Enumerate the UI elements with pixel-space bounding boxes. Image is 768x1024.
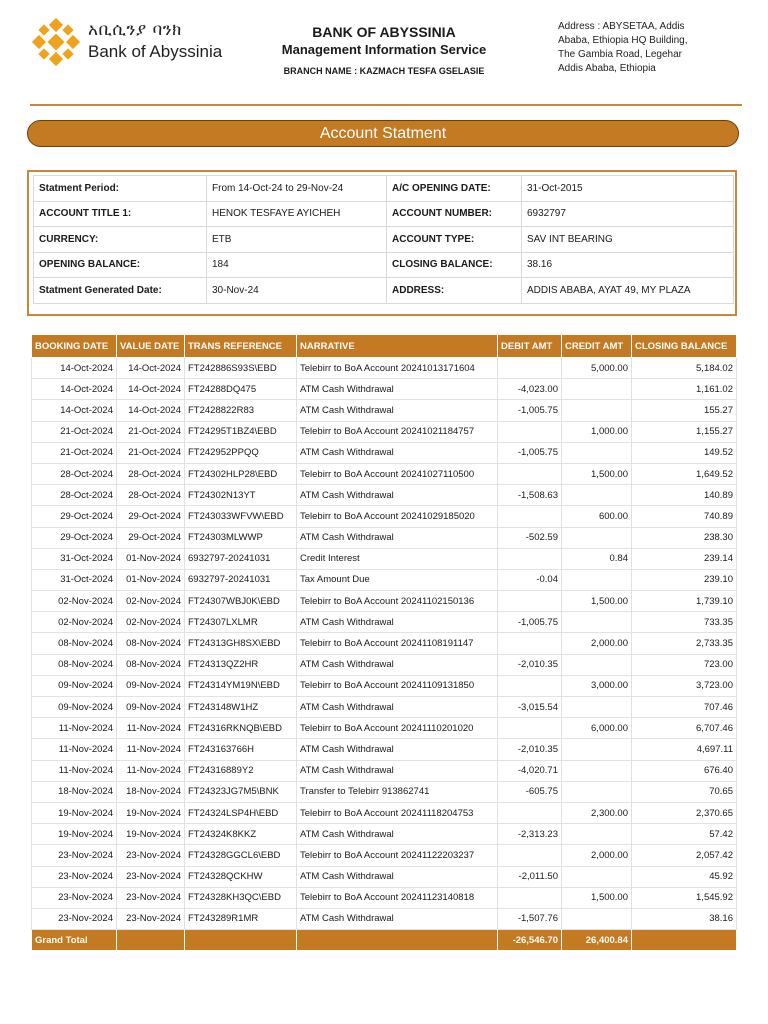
logo-english-text: Bank of Abyssinia xyxy=(88,42,223,61)
closing-balance-cell: 1,739.10 xyxy=(632,591,737,612)
debit-amount-cell xyxy=(498,718,562,739)
info-value: HENOK TESFAYE AYICHEH xyxy=(207,201,387,227)
service-name: Management Information Service xyxy=(281,42,487,57)
info-value: ETB xyxy=(207,227,387,253)
closing-balance-cell: 239.14 xyxy=(632,548,737,569)
narrative-cell: Telebirr to BoA Account 20241109131850 xyxy=(297,675,498,696)
table-header-row xyxy=(32,335,737,358)
booking-date-cell: 02-Nov-2024 xyxy=(32,591,117,612)
value-date-cell: 11-Nov-2024 xyxy=(117,739,185,760)
value-date-cell: 01-Nov-2024 xyxy=(117,548,185,569)
value-date-cell: 19-Nov-2024 xyxy=(117,802,185,823)
column-header: BOOKING DATE xyxy=(32,335,117,358)
credit-amount-cell xyxy=(562,908,632,929)
info-label: ACCOUNT TYPE: xyxy=(387,227,522,253)
booking-date-cell: 14-Oct-2024 xyxy=(32,400,117,421)
value-date-cell: 23-Nov-2024 xyxy=(117,845,185,866)
closing-balance-cell: 723.00 xyxy=(632,654,737,675)
empty-cell xyxy=(297,930,498,951)
column-header: CREDIT AMT xyxy=(562,335,632,358)
trans-reference-cell: FT24316889Y2 xyxy=(185,760,297,781)
trans-reference-cell: FT24313QZ2HR xyxy=(185,654,297,675)
booking-date-cell: 18-Nov-2024 xyxy=(32,781,117,802)
table-row xyxy=(32,400,737,421)
value-date-cell: 18-Nov-2024 xyxy=(117,781,185,802)
closing-balance-cell: 1,161.02 xyxy=(632,379,737,400)
value-date-cell: 02-Nov-2024 xyxy=(117,612,185,633)
value-date-cell: 28-Oct-2024 xyxy=(117,463,185,484)
address-line: The Gambia Road, Legehar xyxy=(558,49,682,60)
closing-balance-cell: 2,370.65 xyxy=(632,802,737,823)
credit-amount-cell: 0.84 xyxy=(562,548,632,569)
narrative-cell: ATM Cash Withdrawal xyxy=(297,485,498,506)
booking-date-cell: 29-Oct-2024 xyxy=(32,527,117,548)
booking-date-cell: 19-Nov-2024 xyxy=(32,824,117,845)
credit-amount-cell: 6,000.00 xyxy=(562,718,632,739)
closing-balance-cell: 57.42 xyxy=(632,824,737,845)
trans-reference-cell: FT24303MLWWP xyxy=(185,527,297,548)
closing-balance-cell: 1,545.92 xyxy=(632,887,737,908)
header-divider xyxy=(30,104,742,106)
debit-amount-cell: -502.59 xyxy=(498,527,562,548)
value-date-cell: 28-Oct-2024 xyxy=(117,485,185,506)
credit-amount-cell xyxy=(562,739,632,760)
closing-balance-cell: 2,733.35 xyxy=(632,633,737,654)
account-info-row xyxy=(34,252,734,278)
closing-balance-cell: 140.89 xyxy=(632,485,737,506)
address-line: Addis Ababa, Ethiopia xyxy=(558,63,656,74)
table-row xyxy=(32,824,737,845)
table-row xyxy=(32,697,737,718)
credit-amount-cell xyxy=(562,485,632,506)
total-credit: 26,400.84 xyxy=(562,930,632,951)
column-header: DEBIT AMT xyxy=(498,335,562,358)
trans-reference-cell: 6932797-20241031 xyxy=(185,548,297,569)
debit-amount-cell: -2,010.35 xyxy=(498,654,562,675)
credit-amount-cell xyxy=(562,697,632,718)
value-date-cell: 09-Nov-2024 xyxy=(117,697,185,718)
narrative-cell: ATM Cash Withdrawal xyxy=(297,442,498,463)
info-value: 38.16 xyxy=(522,252,734,278)
debit-amount-cell xyxy=(498,548,562,569)
bank-name: BANK OF ABYSSINIA xyxy=(312,24,456,40)
info-value: 6932797 xyxy=(522,201,734,227)
table-row xyxy=(32,527,737,548)
column-header: VALUE DATE xyxy=(117,335,185,358)
account-info-row xyxy=(34,201,734,227)
empty-cell xyxy=(632,930,737,951)
debit-amount-cell xyxy=(498,633,562,654)
debit-amount-cell xyxy=(498,675,562,696)
credit-amount-cell: 600.00 xyxy=(562,506,632,527)
booking-date-cell: 29-Oct-2024 xyxy=(32,506,117,527)
debit-amount-cell xyxy=(498,506,562,527)
account-info-table xyxy=(33,175,734,304)
branch-name: BRANCH NAME : KAZMACH TESFA GSELASIE xyxy=(283,66,485,76)
credit-amount-cell: 5,000.00 xyxy=(562,358,632,379)
credit-amount-cell: 1,500.00 xyxy=(562,591,632,612)
statement-title: Account Statment xyxy=(27,120,739,147)
value-date-cell: 08-Nov-2024 xyxy=(117,633,185,654)
trans-reference-cell: FT24324K8KKZ xyxy=(185,824,297,845)
debit-amount-cell: -4,020.71 xyxy=(498,760,562,781)
narrative-cell: Telebirr to BoA Account 20241102150136 xyxy=(297,591,498,612)
credit-amount-cell xyxy=(562,527,632,548)
credit-amount-cell: 2,300.00 xyxy=(562,802,632,823)
closing-balance-cell: 740.89 xyxy=(632,506,737,527)
debit-amount-cell xyxy=(498,802,562,823)
narrative-cell: ATM Cash Withdrawal xyxy=(297,379,498,400)
total-debit: -26,546.70 xyxy=(498,930,562,951)
value-date-cell: 11-Nov-2024 xyxy=(117,718,185,739)
trans-reference-cell: FT24323JG7M5\BNK xyxy=(185,781,297,802)
credit-amount-cell: 1,000.00 xyxy=(562,421,632,442)
credit-amount-cell: 1,500.00 xyxy=(562,463,632,484)
closing-balance-cell: 2,057.42 xyxy=(632,845,737,866)
credit-amount-cell: 3,000.00 xyxy=(562,675,632,696)
value-date-cell: 23-Nov-2024 xyxy=(117,887,185,908)
trans-reference-cell: FT2428822R83 xyxy=(185,400,297,421)
empty-cell xyxy=(117,930,185,951)
table-row xyxy=(32,675,737,696)
booking-date-cell: 08-Nov-2024 xyxy=(32,633,117,654)
logo-amharic-text: አቢሲንያ ባንክ xyxy=(88,20,182,40)
table-row xyxy=(32,845,737,866)
bank-logo-icon xyxy=(30,16,82,68)
trans-reference-cell: FT24288DQ475 xyxy=(185,379,297,400)
narrative-cell: Telebirr to BoA Account 20241027110500 xyxy=(297,463,498,484)
column-header: CLOSING BALANCE xyxy=(632,335,737,358)
debit-amount-cell: -1,005.75 xyxy=(498,400,562,421)
trans-reference-cell: FT242886S93S\EBD xyxy=(185,358,297,379)
credit-amount-cell: 1,500.00 xyxy=(562,887,632,908)
info-label: Statment Generated Date: xyxy=(34,278,207,304)
trans-reference-cell: FT24328QCKHW xyxy=(185,866,297,887)
narrative-cell: Telebirr to BoA Account 20241108191147 xyxy=(297,633,498,654)
table-row xyxy=(32,548,737,569)
booking-date-cell: 31-Oct-2024 xyxy=(32,548,117,569)
value-date-cell: 14-Oct-2024 xyxy=(117,400,185,421)
booking-date-cell: 19-Nov-2024 xyxy=(32,802,117,823)
credit-amount-cell xyxy=(562,781,632,802)
info-label: ACCOUNT NUMBER: xyxy=(387,201,522,227)
closing-balance-cell: 238.30 xyxy=(632,527,737,548)
table-row xyxy=(32,633,737,654)
debit-amount-cell: -2,313.23 xyxy=(498,824,562,845)
bank-address xyxy=(558,20,743,76)
info-value: From 14-Oct-24 to 29-Nov-24 xyxy=(207,176,387,202)
credit-amount-cell xyxy=(562,569,632,590)
value-date-cell: 29-Oct-2024 xyxy=(117,527,185,548)
table-row xyxy=(32,591,737,612)
booking-date-cell: 08-Nov-2024 xyxy=(32,654,117,675)
credit-amount-cell xyxy=(562,612,632,633)
trans-reference-cell: FT24307LXLMR xyxy=(185,612,297,633)
debit-amount-cell xyxy=(498,421,562,442)
booking-date-cell: 02-Nov-2024 xyxy=(32,612,117,633)
narrative-cell: ATM Cash Withdrawal xyxy=(297,866,498,887)
closing-balance-cell: 239.10 xyxy=(632,569,737,590)
trans-reference-cell: FT24295T1BZ4\EBD xyxy=(185,421,297,442)
account-info-row xyxy=(34,278,734,304)
closing-balance-cell: 155.27 xyxy=(632,400,737,421)
trans-reference-cell: FT24313GH8SX\EBD xyxy=(185,633,297,654)
empty-cell xyxy=(185,930,297,951)
address-line: Address : ABYSETAA, Addis xyxy=(558,21,685,32)
booking-date-cell: 14-Oct-2024 xyxy=(32,379,117,400)
debit-amount-cell: -2,011.50 xyxy=(498,866,562,887)
narrative-cell: ATM Cash Withdrawal xyxy=(297,612,498,633)
debit-amount-cell: -1,507.76 xyxy=(498,908,562,929)
address-line: Ababa, Ethiopia HQ Building, xyxy=(558,35,688,46)
account-info-row xyxy=(34,227,734,253)
narrative-cell: ATM Cash Withdrawal xyxy=(297,527,498,548)
info-label: Statment Period: xyxy=(34,176,207,202)
trans-reference-cell: FT24307WBJ0K\EBD xyxy=(185,591,297,612)
narrative-cell: Tax Amount Due xyxy=(297,569,498,590)
trans-reference-cell: FT24324LSP4H\EBD xyxy=(185,802,297,823)
table-row xyxy=(32,781,737,802)
trans-reference-cell: FT24314YM19N\EBD xyxy=(185,675,297,696)
credit-amount-cell: 2,000.00 xyxy=(562,633,632,654)
narrative-cell: Telebirr to BoA Account 20241013171604 xyxy=(297,358,498,379)
debit-amount-cell xyxy=(498,358,562,379)
trans-reference-cell: FT242952PPQQ xyxy=(185,442,297,463)
debit-amount-cell xyxy=(498,591,562,612)
debit-amount-cell xyxy=(498,463,562,484)
table-row xyxy=(32,442,737,463)
closing-balance-cell: 733.35 xyxy=(632,612,737,633)
trans-reference-cell: FT243163766H xyxy=(185,739,297,760)
info-value: 30-Nov-24 xyxy=(207,278,387,304)
value-date-cell: 23-Nov-2024 xyxy=(117,866,185,887)
value-date-cell: 01-Nov-2024 xyxy=(117,569,185,590)
table-row xyxy=(32,463,737,484)
closing-balance-cell: 5,184.02 xyxy=(632,358,737,379)
narrative-cell: ATM Cash Withdrawal xyxy=(297,697,498,718)
booking-date-cell: 23-Nov-2024 xyxy=(32,845,117,866)
info-value: 31-Oct-2015 xyxy=(522,176,734,202)
closing-balance-cell: 3,723.00 xyxy=(632,675,737,696)
booking-date-cell: 11-Nov-2024 xyxy=(32,718,117,739)
credit-amount-cell xyxy=(562,866,632,887)
grand-total-label: Grand Total xyxy=(32,930,117,951)
debit-amount-cell xyxy=(498,887,562,908)
booking-date-cell: 23-Nov-2024 xyxy=(32,887,117,908)
info-value: 184 xyxy=(207,252,387,278)
narrative-cell: Telebirr to BoA Account 20241021184757 xyxy=(297,421,498,442)
debit-amount-cell: -605.75 xyxy=(498,781,562,802)
transactions-table xyxy=(31,334,737,951)
trans-reference-cell: FT24328GGCL6\EBD xyxy=(185,845,297,866)
credit-amount-cell xyxy=(562,654,632,675)
debit-amount-cell: -3,015.54 xyxy=(498,697,562,718)
narrative-cell: ATM Cash Withdrawal xyxy=(297,760,498,781)
info-label: ADDRESS: xyxy=(387,278,522,304)
table-row xyxy=(32,718,737,739)
account-info-row xyxy=(34,176,734,202)
trans-reference-cell: FT243148W1HZ xyxy=(185,697,297,718)
value-date-cell: 21-Oct-2024 xyxy=(117,421,185,442)
table-row xyxy=(32,485,737,506)
closing-balance-cell: 1,155.27 xyxy=(632,421,737,442)
value-date-cell: 14-Oct-2024 xyxy=(117,379,185,400)
debit-amount-cell: -1,005.75 xyxy=(498,442,562,463)
booking-date-cell: 23-Nov-2024 xyxy=(32,908,117,929)
closing-balance-cell: 676.40 xyxy=(632,760,737,781)
table-row xyxy=(32,908,737,929)
info-label: A/C OPENING DATE: xyxy=(387,176,522,202)
narrative-cell: Telebirr to BoA Account 20241110201020 xyxy=(297,718,498,739)
value-date-cell: 09-Nov-2024 xyxy=(117,675,185,696)
booking-date-cell: 09-Nov-2024 xyxy=(32,675,117,696)
info-label: CLOSING BALANCE: xyxy=(387,252,522,278)
trans-reference-cell: FT243033WFVW\EBD xyxy=(185,506,297,527)
table-row xyxy=(32,421,737,442)
booking-date-cell: 28-Oct-2024 xyxy=(32,485,117,506)
debit-amount-cell: -4,023.00 xyxy=(498,379,562,400)
table-row xyxy=(32,358,737,379)
credit-amount-cell xyxy=(562,400,632,421)
narrative-cell: ATM Cash Withdrawal xyxy=(297,908,498,929)
table-row xyxy=(32,654,737,675)
credit-amount-cell xyxy=(562,760,632,781)
narrative-cell: ATM Cash Withdrawal xyxy=(297,400,498,421)
narrative-cell: Credit Interest xyxy=(297,548,498,569)
closing-balance-cell: 4,697.11 xyxy=(632,739,737,760)
booking-date-cell: 14-Oct-2024 xyxy=(32,358,117,379)
table-row xyxy=(32,506,737,527)
narrative-cell: Telebirr to BoA Account 20241123140818 xyxy=(297,887,498,908)
bank-logo xyxy=(30,16,230,66)
table-row xyxy=(32,612,737,633)
debit-amount-cell: -0.04 xyxy=(498,569,562,590)
table-row xyxy=(32,760,737,781)
trans-reference-cell: FT24316RKNQB\EBD xyxy=(185,718,297,739)
table-row xyxy=(32,887,737,908)
booking-date-cell: 11-Nov-2024 xyxy=(32,760,117,781)
debit-amount-cell: -2,010.35 xyxy=(498,739,562,760)
info-value: ADDIS ABABA, AYAT 49, MY PLAZA xyxy=(522,278,734,304)
trans-reference-cell: FT24302HLP28\EBD xyxy=(185,463,297,484)
closing-balance-cell: 1,649.52 xyxy=(632,463,737,484)
booking-date-cell: 23-Nov-2024 xyxy=(32,866,117,887)
table-row xyxy=(32,802,737,823)
narrative-cell: Telebirr to BoA Account 20241029185020 xyxy=(297,506,498,527)
booking-date-cell: 11-Nov-2024 xyxy=(32,739,117,760)
value-date-cell: 08-Nov-2024 xyxy=(117,654,185,675)
narrative-cell: ATM Cash Withdrawal xyxy=(297,739,498,760)
value-date-cell: 29-Oct-2024 xyxy=(117,506,185,527)
value-date-cell: 19-Nov-2024 xyxy=(117,824,185,845)
closing-balance-cell: 6,707.46 xyxy=(632,718,737,739)
value-date-cell: 11-Nov-2024 xyxy=(117,760,185,781)
closing-balance-cell: 70.65 xyxy=(632,781,737,802)
value-date-cell: 02-Nov-2024 xyxy=(117,591,185,612)
credit-amount-cell: 2,000.00 xyxy=(562,845,632,866)
booking-date-cell: 31-Oct-2024 xyxy=(32,569,117,590)
table-row xyxy=(32,569,737,590)
value-date-cell: 14-Oct-2024 xyxy=(117,358,185,379)
table-row xyxy=(32,739,737,760)
trans-reference-cell: FT24302N13YT xyxy=(185,485,297,506)
info-label: ACCOUNT TITLE 1: xyxy=(34,201,207,227)
booking-date-cell: 09-Nov-2024 xyxy=(32,697,117,718)
booking-date-cell: 28-Oct-2024 xyxy=(32,463,117,484)
narrative-cell: Telebirr to BoA Account 20241122203237 xyxy=(297,845,498,866)
trans-reference-cell: FT243289R1MR xyxy=(185,908,297,929)
closing-balance-cell: 38.16 xyxy=(632,908,737,929)
column-header: NARRATIVE xyxy=(297,335,498,358)
trans-reference-cell: 6932797-20241031 xyxy=(185,569,297,590)
credit-amount-cell xyxy=(562,824,632,845)
booking-date-cell: 21-Oct-2024 xyxy=(32,421,117,442)
value-date-cell: 21-Oct-2024 xyxy=(117,442,185,463)
narrative-cell: Telebirr to BoA Account 20241118204753 xyxy=(297,802,498,823)
debit-amount-cell: -1,005.75 xyxy=(498,612,562,633)
column-header: TRANS REFERENCE xyxy=(185,335,297,358)
grand-total-row xyxy=(32,930,737,951)
narrative-cell: ATM Cash Withdrawal xyxy=(297,654,498,675)
credit-amount-cell xyxy=(562,379,632,400)
booking-date-cell: 21-Oct-2024 xyxy=(32,442,117,463)
debit-amount-cell xyxy=(498,845,562,866)
info-value: SAV INT BEARING xyxy=(522,227,734,253)
table-row xyxy=(32,866,737,887)
trans-reference-cell: FT24328KH3QC\EBD xyxy=(185,887,297,908)
debit-amount-cell: -1,508.63 xyxy=(498,485,562,506)
table-row xyxy=(32,379,737,400)
narrative-cell: ATM Cash Withdrawal xyxy=(297,824,498,845)
narrative-cell: Transfer to Telebirr 913862741 xyxy=(297,781,498,802)
closing-balance-cell: 45.92 xyxy=(632,866,737,887)
credit-amount-cell xyxy=(562,442,632,463)
info-label: OPENING BALANCE: xyxy=(34,252,207,278)
value-date-cell: 23-Nov-2024 xyxy=(117,908,185,929)
closing-balance-cell: 149.52 xyxy=(632,442,737,463)
closing-balance-cell: 707.46 xyxy=(632,697,737,718)
info-label: CURRENCY: xyxy=(34,227,207,253)
